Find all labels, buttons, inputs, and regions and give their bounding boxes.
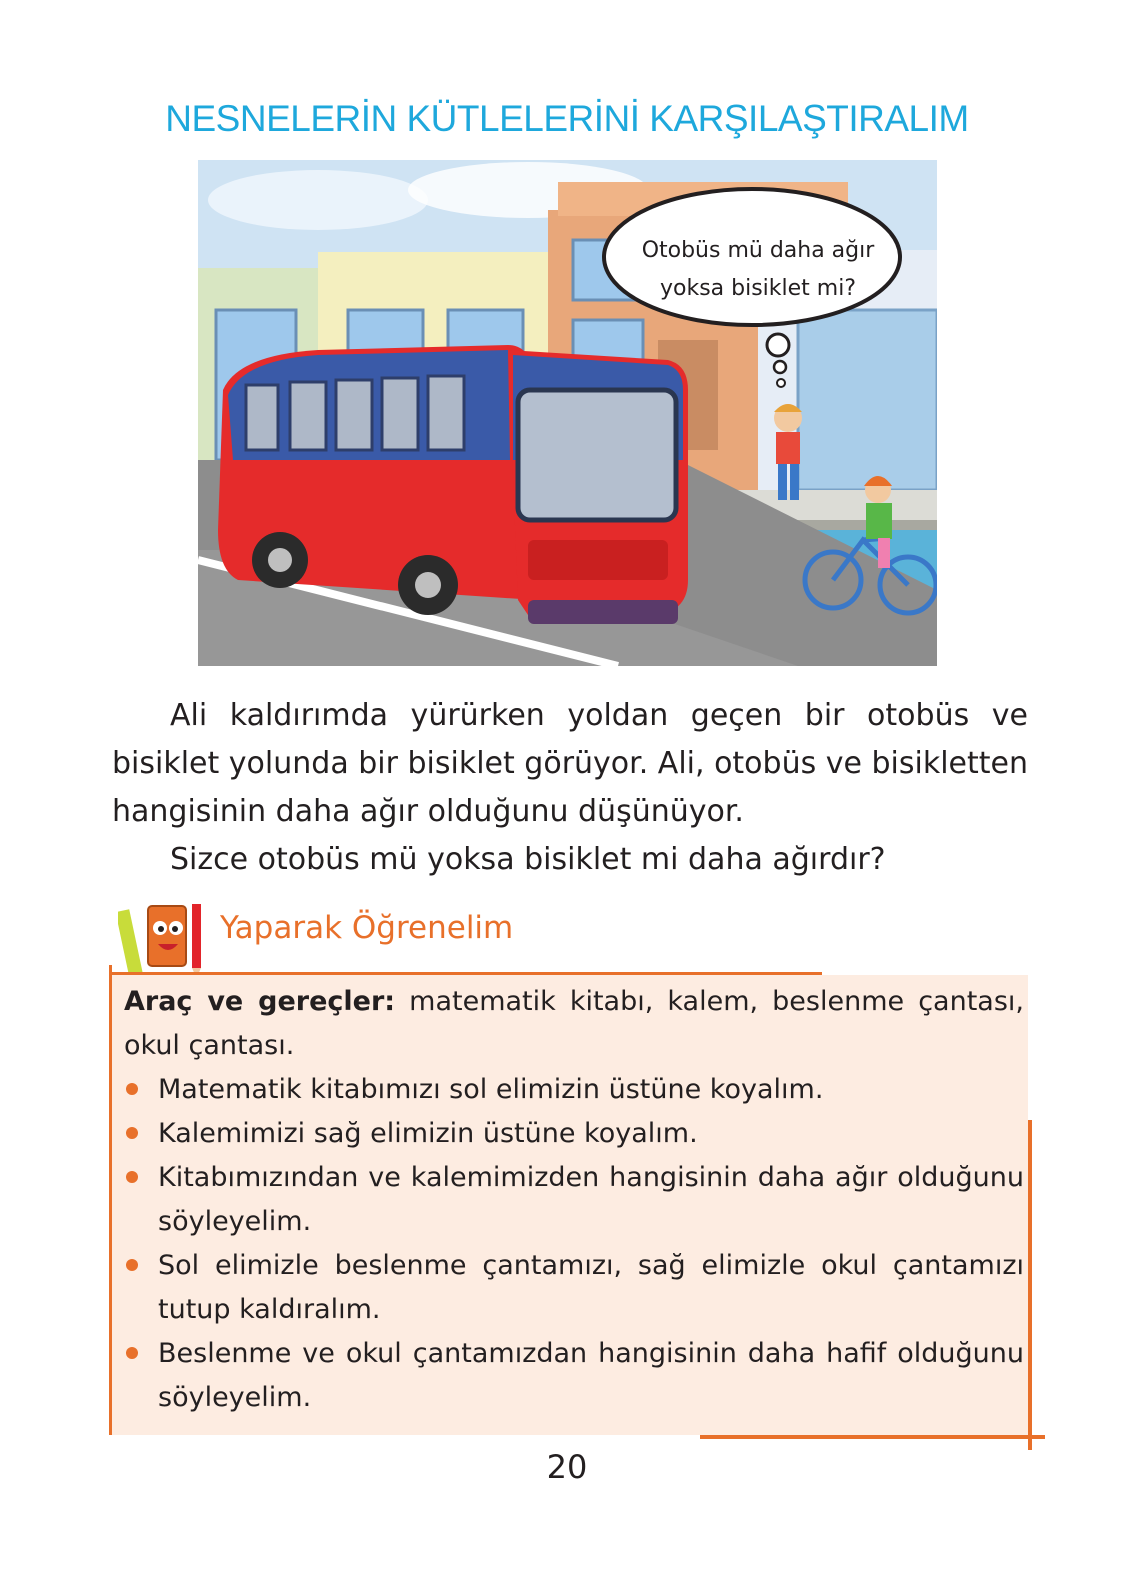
bullet-icon (126, 1347, 138, 1359)
divider-right (1028, 1120, 1032, 1450)
divider-bottom (700, 1435, 1045, 1439)
speech-bubble-line-2: yoksa bisiklet mi? (659, 276, 857, 301)
divider-left (109, 965, 112, 1435)
bullet-icon (126, 1083, 138, 1095)
materials-line (124, 980, 1024, 1068)
list-item (124, 1156, 1024, 1244)
page-number: 20 (546, 1448, 588, 1486)
divider-top (112, 972, 822, 975)
step-text: Sol elimizle beslenme çantamızı, sağ elimizle okul çantamızı tutup kaldıralım. (158, 1250, 1024, 1325)
list-item (124, 1068, 1024, 1112)
bullet-icon (126, 1259, 138, 1271)
materials-label: Araç ve gereçler: (124, 986, 396, 1017)
step-text: Kitabımızından ve kalemimizden hangisinin daha ağır olduğunu söyleyelim. (158, 1162, 1024, 1237)
list-item (124, 1112, 1024, 1156)
activity-content (124, 980, 1024, 1420)
steps-list (124, 1068, 1024, 1420)
list-item (124, 1244, 1024, 1332)
question-paragraph: Sizce otobüs mü yoksa bisiklet mi daha ağırdır? (170, 842, 886, 877)
bullet-icon (126, 1171, 138, 1183)
materials-text: matematik kitabı, kalem, beslenme çantası, okul çantası. (124, 986, 1024, 1061)
story-paragraph: Ali kaldırımda yürürken yoldan geçen bir otobüs ve bisiklet yolunda bir bisiklet görüyor. Ali, otobüs ve bisikletten hangisinin daha ağır olduğunu düşünüyor. (112, 698, 1029, 829)
pencil-mascot-icon (118, 900, 212, 980)
step-text: Kalemimizi sağ elimizin üstüne koyalım. (158, 1118, 698, 1149)
page-title: NESNELERİN KÜTLELERİNİ KARŞILAŞTIRALIM (165, 98, 969, 139)
list-item (124, 1332, 1024, 1420)
speech-bubble-line-1: Otobüs mü daha ağır (641, 238, 875, 263)
bullet-icon (126, 1127, 138, 1139)
speech-bubble (614, 232, 902, 308)
section-heading: Yaparak Öğrenelim (220, 910, 514, 946)
step-text: Matematik kitabımızı sol elimizin üstüne koyalım. (158, 1074, 824, 1105)
step-text: Beslenme ve okul çantamızdan hangisinin daha hafif olduğunu söyleyelim. (158, 1338, 1024, 1413)
